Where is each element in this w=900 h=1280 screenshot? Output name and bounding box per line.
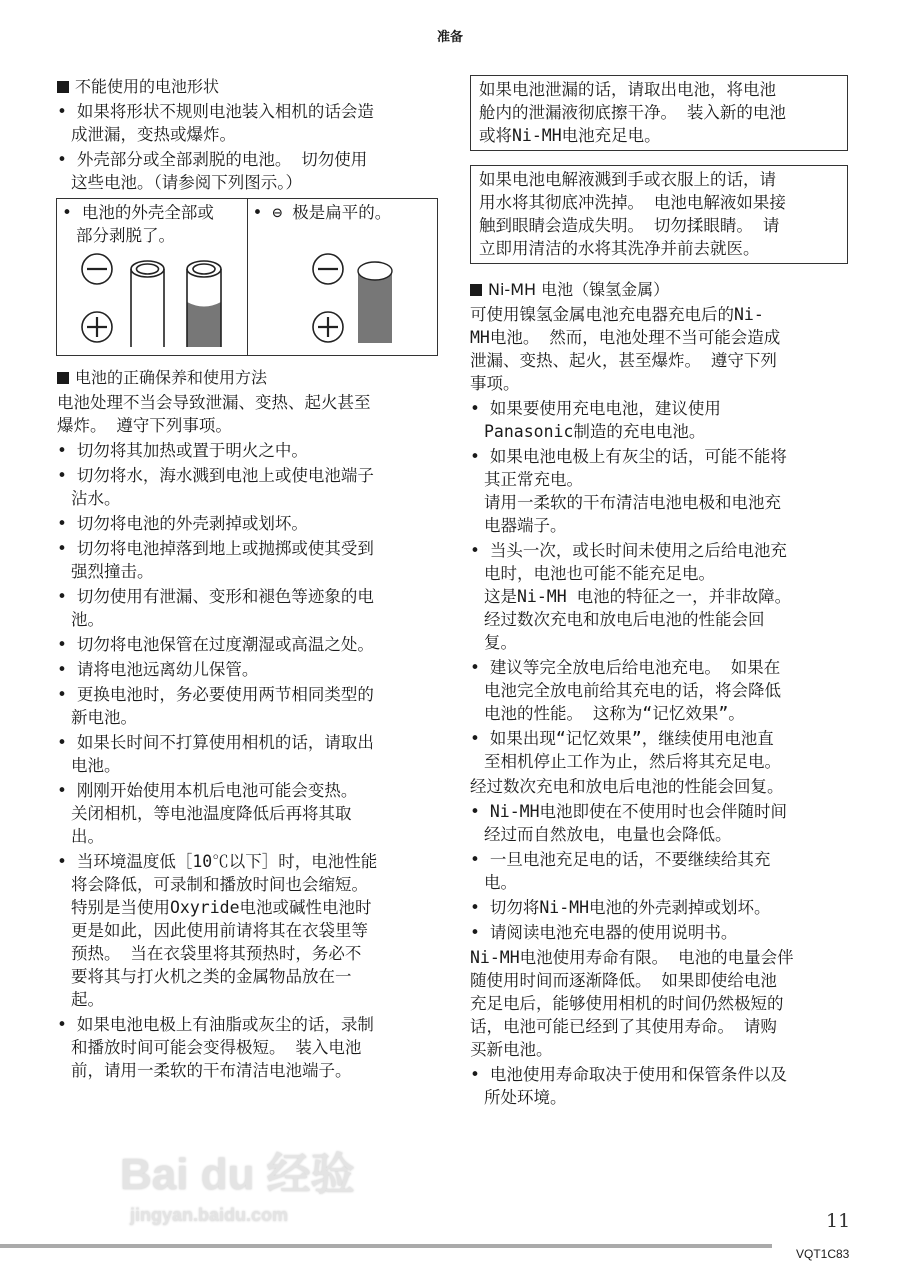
text-line — [57, 896, 442, 919]
cell-text: ⊖ 极是扁平的。 — [272, 203, 392, 222]
text-line-content: 强烈撞击。 — [71, 562, 154, 581]
text-line — [57, 802, 442, 825]
text-line — [470, 372, 855, 395]
bullet-item — [57, 585, 442, 631]
text-line-content: 池。 — [71, 610, 104, 629]
text-line — [57, 487, 442, 510]
text-line-content: 至相机停止工作为止，然后将其充足电。 — [484, 752, 781, 771]
bullet-icon: • — [57, 635, 77, 654]
text-line-content: 更是如此，因此使用前请将其在衣袋里等 — [71, 921, 368, 940]
cell-text-line — [62, 224, 242, 247]
bullet-item — [57, 850, 442, 1011]
section-heading — [57, 75, 442, 98]
text-line-content: 经过数次充电和放电后电池的性能会回 — [484, 610, 765, 629]
text-line-content: 泄漏、变热、起火，甚至爆炸。 遵守下列 — [470, 351, 777, 370]
text-line — [470, 631, 855, 654]
text-line-content: 起。 — [71, 990, 104, 1009]
text-line-content: 沾水。 — [71, 489, 121, 508]
text-line — [470, 468, 855, 491]
cell-text: 部分剥脱了。 — [76, 226, 175, 245]
text-line-content: 随使用时间而逐渐降低。 如果即使给电池 — [470, 971, 777, 990]
document-code: VQT1C83 — [796, 1247, 850, 1261]
text-line — [470, 608, 855, 631]
text-line-content: 请将电池远离幼儿保管。 — [76, 660, 259, 679]
text-line — [470, 750, 855, 773]
text-line-content: 经过数次充电和放电后电池的性能会回复。 — [470, 777, 784, 796]
baidu-watermark-logo: Bai du 经验 — [120, 1150, 355, 1199]
text-line-content: 更换电池时，务必要使用两节相同类型的 — [76, 685, 374, 704]
text-line — [57, 873, 442, 896]
warning-box — [470, 165, 848, 264]
cell-text-line — [62, 201, 242, 224]
text-line-content: 电时，电池也可能不能充足电。 — [484, 564, 715, 583]
unusable-battery-table — [56, 198, 438, 356]
bullet-item — [470, 1063, 855, 1109]
text-line-content: 预热。 当在衣袋里将其预热时，务必不 — [71, 944, 362, 963]
text-line-content: 如果长时间不打算使用相机的话，请取出 — [76, 733, 374, 752]
bullet-icon: • — [470, 898, 490, 917]
bullet-icon: • — [470, 802, 490, 821]
text-line — [470, 397, 855, 420]
text-line — [57, 414, 442, 437]
text-line-content: 建议等完全放电后给电池充电。 如果在 — [489, 658, 781, 677]
text-line — [470, 1015, 855, 1038]
text-line — [57, 942, 442, 965]
footer-rule — [0, 1244, 772, 1248]
bullet-item — [57, 512, 442, 535]
bullet-icon: • — [470, 399, 490, 418]
text-line — [57, 754, 442, 777]
text-line-content: 切勿将其加热或置于明火之中。 — [76, 441, 308, 460]
left-column — [57, 75, 442, 1082]
text-line-content: 这些电池。（请参阅下列图示。） — [71, 173, 302, 192]
paragraph — [470, 303, 855, 395]
text-line-content: 和播放时间可能会变得极短。 装入电池 — [71, 1038, 362, 1057]
text-line-content: 经过而自然放电，电量也会降低。 — [484, 825, 732, 844]
text-line — [57, 988, 442, 1011]
text-line — [470, 585, 855, 608]
bullet-icon: • — [57, 150, 77, 169]
bullet-item — [57, 683, 442, 729]
section-heading-text: Ni-MH 电池（镍氢金属） — [488, 280, 670, 299]
bullet-item — [470, 539, 855, 654]
square-bullet-icon — [57, 81, 69, 93]
bullet-icon: • — [470, 850, 490, 869]
bullet-icon: • — [57, 102, 77, 121]
peeled-battery-illustration — [79, 247, 259, 353]
text-line — [470, 562, 855, 585]
bullet-item — [470, 727, 855, 773]
flat-terminal-cell — [247, 199, 438, 356]
text-line — [57, 585, 442, 608]
text-line-content: 这是Ni-MH 电池的特征之一，并非故障。 — [484, 587, 792, 606]
text-line-content: 要将其与打火机之类的金属物品放在一 — [71, 967, 352, 986]
text-line-content: 切勿使用有泄漏、变形和褪色等迹象的电 — [76, 587, 374, 606]
bullet-icon: • — [57, 441, 77, 460]
text-line-content: 充足电后，能够使用相机的时间仍然极短的 — [470, 994, 784, 1013]
text-line — [57, 850, 442, 873]
text-line — [57, 825, 442, 848]
text-line-content: 出。 — [71, 827, 104, 846]
text-line — [470, 992, 855, 1015]
text-line — [57, 391, 442, 414]
text-line — [470, 775, 855, 798]
text-line — [57, 919, 442, 942]
text-line-content: 如果要使用充电电池，建议使用 — [489, 399, 721, 418]
warning-line: 如果电池电解液溅到手或衣服上的话，请 — [479, 170, 776, 189]
text-line-content: 将会降低，可录制和播放时间也会缩短。 — [71, 875, 368, 894]
text-line — [470, 349, 855, 372]
text-line-content: 如果出现“记忆效果”，继续使用电池直 — [489, 729, 774, 748]
bullet-icon: • — [57, 852, 77, 871]
bullet-icon: • — [57, 466, 77, 485]
text-line-content: 新电池。 — [71, 708, 137, 727]
bullet-item — [470, 896, 855, 919]
text-line — [470, 871, 855, 894]
baidu-watermark-url: jingyan.baidu.com — [130, 1205, 289, 1225]
bullet-item — [57, 439, 442, 462]
text-line-content: 一旦电池充足电的话，不要继续给其充 — [489, 850, 771, 869]
text-line — [57, 731, 442, 754]
text-line-content: 前，请用一柔软的干布清洁电池端子。 — [71, 1061, 352, 1080]
bullet-item — [57, 1013, 442, 1082]
text-line-content: 爆炸。 遵守下列事项。 — [57, 416, 232, 435]
text-line-content: Ni-MH电池即使在不使用时也会伴随时间 — [489, 802, 788, 821]
bullet-icon: • — [57, 781, 77, 800]
bullet-icon: • — [57, 539, 77, 558]
square-bullet-icon — [470, 284, 482, 296]
warning-line: 用水将其彻底冲洗掉。 电池电解液如果接 — [479, 193, 786, 212]
section-heading — [470, 278, 855, 301]
text-line-content: 切勿将水，海水溅到电池上或使电池端子 — [76, 466, 374, 485]
text-line — [470, 656, 855, 679]
text-line — [57, 706, 442, 729]
bullet-icon: • — [62, 203, 82, 222]
bullet-icon: • — [57, 733, 77, 752]
bullet-item — [470, 397, 855, 443]
bullet-item — [57, 633, 442, 656]
paragraph — [470, 946, 855, 1061]
text-line — [470, 946, 855, 969]
text-line — [57, 512, 442, 535]
bullet-item — [57, 731, 442, 777]
square-bullet-icon — [57, 372, 69, 384]
text-line — [57, 779, 442, 802]
text-line — [470, 303, 855, 326]
text-line-content: 当头一次，或长时间未使用之后给电池充 — [489, 541, 787, 560]
text-line-content: 电池处理不当会导致泄漏、变热、起火甚至 — [57, 393, 371, 412]
text-line — [57, 464, 442, 487]
text-line — [57, 608, 442, 631]
text-line — [470, 702, 855, 725]
text-line — [57, 439, 442, 462]
text-line-content: 其正常充电。 — [484, 470, 583, 489]
text-line-content: 如果电池电极上有灰尘的话，可能不能将 — [489, 447, 787, 466]
text-line — [57, 560, 442, 583]
bullet-icon: • — [470, 923, 490, 942]
text-line-content: 买新电池。 — [470, 1040, 553, 1059]
text-line-content: 话，电池可能已经到了其使用寿命。 请购 — [470, 1017, 777, 1036]
bullet-item — [57, 100, 442, 146]
text-line-content: 请阅读电池充电器的使用说明书。 — [489, 923, 738, 942]
warning-line: 立即用清洁的水将其洗净并前去就医。 — [479, 239, 760, 258]
bullet-item — [57, 537, 442, 583]
text-line — [57, 633, 442, 656]
text-line-content: 成泄漏，变热或爆炸。 — [71, 125, 236, 144]
text-line — [470, 921, 855, 944]
text-line-content: 如果将形状不规则电池装入相机的话会造 — [76, 102, 374, 121]
text-line-content: 如果电池电极上有油脂或灰尘的话，录制 — [76, 1015, 374, 1034]
flat-battery-illustration — [268, 247, 448, 353]
page-number: 11 — [826, 1210, 851, 1232]
text-line-content: 可使用镍氢金属电池充电器充电后的Ni- — [470, 305, 764, 324]
text-line — [57, 537, 442, 560]
section-heading-text: 电池的正确保养和使用方法 — [75, 368, 268, 387]
bullet-icon: • — [470, 729, 490, 748]
text-line-content: 所处环境。 — [484, 1088, 567, 1107]
text-line — [470, 896, 855, 919]
bullet-item — [57, 148, 442, 194]
text-line — [57, 171, 442, 194]
bullet-item — [57, 779, 442, 848]
bullet-icon: • — [470, 658, 490, 677]
text-line — [470, 969, 855, 992]
text-line — [470, 1086, 855, 1109]
bullet-item — [470, 445, 855, 537]
text-line — [470, 1063, 855, 1086]
text-line — [57, 148, 442, 171]
text-line — [470, 491, 855, 514]
bullet-icon: • — [57, 514, 77, 533]
section-header: 准备 — [436, 30, 463, 45]
text-line — [470, 679, 855, 702]
paragraph — [57, 391, 442, 437]
text-line-content: 切勿将电池的外壳剥掉或划坏。 — [76, 514, 308, 533]
bullet-icon: • — [57, 1015, 77, 1034]
text-line-content: 切勿将电池保管在过度潮湿或高温之处。 — [76, 635, 374, 654]
text-line-content: 电池。 — [71, 756, 121, 775]
text-line-content: 切勿将Ni-MH电池的外壳剥掉或划坏。 — [489, 898, 771, 917]
text-line-content: 外壳部分或全部剥脱的电池。 切勿使用 — [76, 150, 368, 169]
bullet-icon: • — [57, 660, 77, 679]
bullet-icon: • — [470, 447, 490, 466]
peeled-casing-cell — [57, 199, 248, 356]
text-line-content: 请用一柔软的干布清洁电池电极和电池充 — [484, 493, 781, 512]
right-column — [470, 75, 855, 1109]
text-line — [470, 539, 855, 562]
text-line-content: 特别是当使用Oxyride电池或碱性电池时 — [71, 898, 372, 917]
text-line-content: 电。 — [484, 873, 517, 892]
text-line — [470, 727, 855, 750]
text-line — [57, 1036, 442, 1059]
section-heading-text: 不能使用的电池形状 — [75, 77, 220, 96]
text-line-content: MH电池。 然而，电池处理不当可能会造成 — [470, 328, 781, 347]
text-line — [470, 848, 855, 871]
text-line — [57, 100, 442, 123]
bullet-item — [470, 921, 855, 944]
warning-line: 触到眼睛会造成失明。 切勿揉眼睛。 请 — [479, 216, 780, 235]
text-line-content: 复。 — [484, 633, 517, 652]
warning-line: 或将Ni-MH电池充足电。 — [479, 126, 661, 145]
text-line — [57, 1013, 442, 1036]
warning-box — [470, 75, 848, 151]
bullet-item — [470, 656, 855, 725]
text-line — [57, 658, 442, 681]
text-line — [470, 420, 855, 443]
warning-line: 舱内的泄漏液彻底擦干净。 装入新的电池 — [479, 103, 786, 122]
warning-line: 如果电池泄漏的话，请取出电池，将电池 — [479, 80, 776, 99]
text-line-content: 电器端子。 — [484, 516, 567, 535]
bullet-item — [57, 658, 442, 681]
text-line-content: 关闭相机，等电池温度降低后再将其取 — [71, 804, 352, 823]
bullet-item — [470, 848, 855, 894]
bullet-icon: • — [57, 587, 77, 606]
bullet-item — [57, 464, 442, 510]
text-line-content: Ni-MH电池使用寿命有限。 电池的电量会伴 — [470, 948, 794, 967]
bullet-icon: • — [252, 203, 273, 222]
bullet-icon: • — [57, 685, 77, 704]
text-line-content: 切勿将电池掉落到地上或抛掷或使其受到 — [76, 539, 374, 558]
text-line — [470, 514, 855, 537]
text-line — [57, 683, 442, 706]
bullet-icon: • — [470, 1065, 490, 1084]
paragraph — [470, 775, 855, 798]
text-line — [57, 1059, 442, 1082]
text-line — [57, 123, 442, 146]
text-line-content: 电池的性能。 这称为“记忆效果”。 — [484, 704, 745, 723]
text-line-content: 刚刚开始使用本机后电池可能会变热。 — [76, 781, 358, 800]
text-line — [470, 823, 855, 846]
text-line — [470, 445, 855, 468]
text-line-content: 电池使用寿命取决于使用和保管条件以及 — [489, 1065, 787, 1084]
cell-text: 电池的外壳全部或 — [81, 203, 214, 222]
text-line-content: 事项。 — [470, 374, 520, 393]
text-line-content: 电池完全放电前给其充电的话，将会降低 — [484, 681, 781, 700]
cell-text-line — [253, 201, 433, 224]
text-line-content: Panasonic制造的充电电池。 — [484, 422, 706, 441]
section-heading — [57, 366, 442, 389]
bullet-icon: • — [470, 541, 490, 560]
text-line — [470, 800, 855, 823]
bullet-item — [470, 800, 855, 846]
text-line — [470, 326, 855, 349]
text-line — [57, 965, 442, 988]
text-line-content: 当环境温度低［10℃以下］时，电池性能 — [76, 852, 378, 871]
text-line — [470, 1038, 855, 1061]
